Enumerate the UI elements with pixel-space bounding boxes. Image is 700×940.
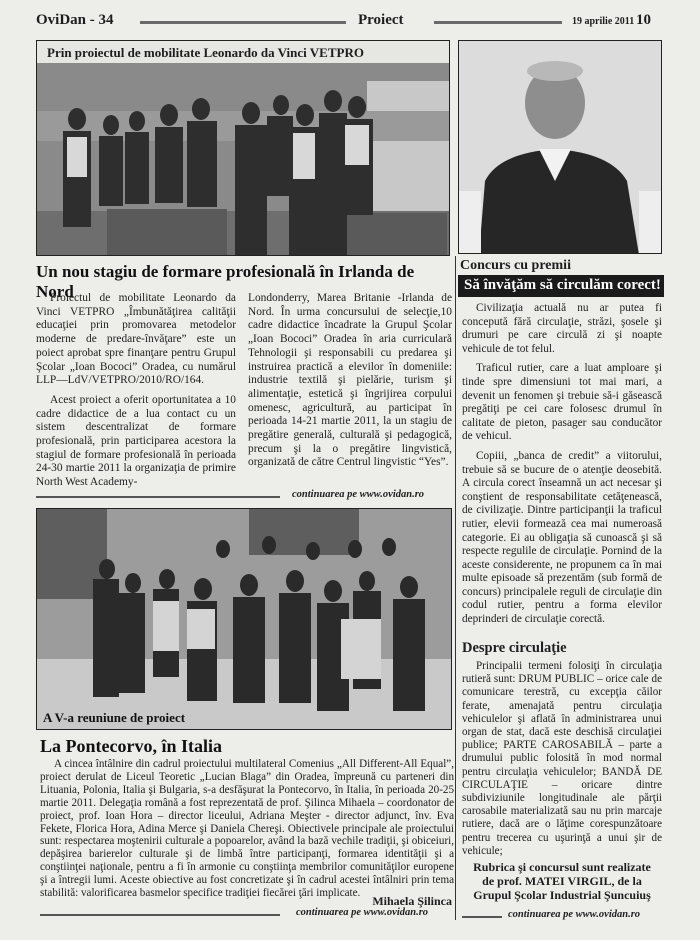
sidebar-paragraph-1: Civilizaţia actuală nu ar putea fi concepută fără circulaţie, străzi, şosele şi drumuri pe care circulă zi şi noapte vehicule de tot felul. xyxy=(462,302,662,355)
signature-line-3: Grupul Şcolar Industrial Şuncuiuş xyxy=(473,888,651,902)
continued-rule-3 xyxy=(462,916,502,918)
continued-rule-2 xyxy=(40,914,280,916)
article1-paragraph-3: Londonderry, Marea Britanie -Irlanda de Nord. În urma concursului de selecţie,10 cadre didactice încadrate la Grupul Şcolar „Ioan Bococi” Oradea în aria curriculară Tehnologii şi responsabili cu predarea şi instruirea practică a elevilor în domeniile: industrie textilă şi pielărie, turism şi alimentaţie, estetică şi îngrijirea corpului omenesc, agricultură, au participat în perioada 14-21 martie 2011, la un stagiu de pregătire generală, culturală şi pedagogică, precum şi la o pregătire lingvistică, organizată de către Centrul lingvistic “Yes”. xyxy=(248,292,452,469)
sidebar-paragraph-4: Principalii termeni folosiţi în circulaţia rutieră sunt: DRUM PUBLIC – orice cale de comunicare terestră, cu excepţia căilor ferate, amenajată pentru circulaţia vehiculelor şi aflată în administrarea unui organ de stat, dacă este deschisă circulaţiei publice; PARTE CAROSABILĂ – parte a drumului public folosită în mod normal pentru circulaţia vehiculelor; BANDĂ DE CIRCULAŢIE – oricare dintre subdiviziunile longitudinale ale părţii carosabile materializată sau nu prin marcaje rutiere, dacă are o lăţime corespunzătoare pentru trecerea cu uşurinţă a unui şir de vehicule; xyxy=(462,660,662,857)
group-photo-pontecorvo xyxy=(36,508,452,730)
article2-body xyxy=(40,758,454,900)
header-rule-right xyxy=(434,21,562,24)
group-photo-2-illustration xyxy=(37,509,452,730)
section-label: Proiect xyxy=(358,12,404,28)
headline-irlanda: Un nou stagiu de formare profesională în Irlanda de Nord xyxy=(36,262,415,301)
article1-paragraph-1: Proiectul de mobilitate Leonardo da Vinci VETPRO „Îmbunătăţirea calităţii educaţiei prin promovarea metodelor moderne de predare-învăţare” este un poiect aprobat spre finanţare pentru Grupul Şcolar „Ioan Bococi” Oradea, cu numărul LLP—LdV/VETPRO/2010/RO/164. xyxy=(36,292,236,387)
continued-rule-1 xyxy=(36,496,280,498)
photo-caption-pontecorvo: A V-a reuniune de proiect xyxy=(43,710,186,725)
article1-paragraph-2: Acest proiect a oferit oportunitatea a 10 cadre didactice de a lua contact cu un sistem descentralizat de formare profesională, prin participarea acestora la stagiul de formare profesională în perioada 24-30 martie 2011 la organizaţia de primire North West Academy- xyxy=(36,393,236,489)
headline-pontecorvo: La Pontecorvo, în Italia xyxy=(40,736,222,756)
sidebar-paragraph-2: Traficul rutier, care a luat amploare şi tinde spre dimensiuni tot mai mari, a devenit un fenomen şi trebuie să-i găsească pregătiţi pe cei care folosesc drumul în calitate de pieton, pasager sau conducător de vehicul. xyxy=(462,362,662,443)
signature-line-1: Rubrica şi concursul sunt realizate xyxy=(473,860,651,874)
continued-link-3[interactable]: continuarea pe www.ovidan.ro xyxy=(508,909,641,920)
article2-paragraph: A cincea întâlnire din cadrul proiectului multilateral Comenius „All Different-All Equal”, proiect derulat de Liceul Teoretic „Lucian Blaga” din Oradea, împreună cu parteneri din Lituania, Polonia, Italia şi Bulgaria, s-a desfăşurat la Pontecorvo, în Italia, în perioada 20-25 martie 2011. Delegaţia română a fost reprezentată de prof. Şilinca Mihaela – coordonator de proiect, prof. Ioan Hora – director liceului, Adriana Meşter - director adjunct, înv. Eva Fekete, Florica Hora, Adina Merce şi Daniela Chereşi. Obiectivele principale ale proiectului sunt: respectarea moştenirii culturale a popoarelor, având la bază vechile tradiţii, şi obiceiuri, depăşirea barierelor culturale şi de limbă între participanţi, formarea identităţii şi a conştiinţei naţionale, pentru a fi în armonie cu conştiinţa membrilor comunităţilor europene şi a întregii lumi. Aceste obiective au fost concretizate şi în cadrul acestei întâlniri prin tema stabilită: valorificarea basmelor specifice tradiţiei fiecărei ţări implicate. xyxy=(40,758,454,900)
publication-label: OviDan - 34 xyxy=(36,12,114,28)
group-photo-illustration xyxy=(37,41,450,256)
portrait-illustration xyxy=(459,41,662,254)
header-rule-left xyxy=(140,21,346,24)
article1-column-1 xyxy=(36,292,236,496)
sidebar-column xyxy=(462,302,662,633)
sidebar-paragraph-3: Copiii, „banca de credit” a viitorului, trebuie să se bucure de o atenţie deosebită. A circula corect înseamnă un act necesar şi conştient de responsabilitate cetăţenească, de civilizaţie. Dintre participanţii la traficul rutier, elevii formează cea mai numeroasă categorie. Ei au obligaţia să cunoască şi să respecte regulile de circulaţie. Pornind de la aceste considerente, ne propunem ca în mai multe episoade să prezentăm (sub formă de concurs) principalele reguli de circulaţie din codul rutier, pentru a forma elevilor deprinderi de circulaţie corectă. xyxy=(462,449,662,626)
article2-author: Mihaela Şilinca xyxy=(372,894,452,908)
sidebar-title: Să învăţăm să circulăm corect! xyxy=(458,275,664,297)
page-header xyxy=(36,12,656,36)
group-photo-leonardo xyxy=(36,40,450,256)
portrait-photo xyxy=(458,40,662,254)
continued-link-2[interactable]: continuarea pe www.ovidan.ro xyxy=(296,907,429,918)
page-number: 10 xyxy=(636,12,651,28)
signature-line-2: de prof. MATEI VIRGIL, de la xyxy=(482,874,642,888)
continued-link-1[interactable]: continuarea pe www.ovidan.ro xyxy=(292,489,425,500)
column-divider xyxy=(455,256,456,920)
sidebar-signature xyxy=(462,860,662,902)
sidebar-subhead: Despre circulaţie xyxy=(462,640,567,656)
photo-caption-leonardo: Prin proiectul de mobilitate Leonardo da Vinci VETPRO xyxy=(37,41,449,63)
issue-date: 19 aprilie 2011 xyxy=(572,16,635,27)
sidebar-kicker: Concurs cu premii xyxy=(460,258,571,273)
sidebar-column-2 xyxy=(462,660,662,864)
article1-column-2 xyxy=(248,292,452,476)
